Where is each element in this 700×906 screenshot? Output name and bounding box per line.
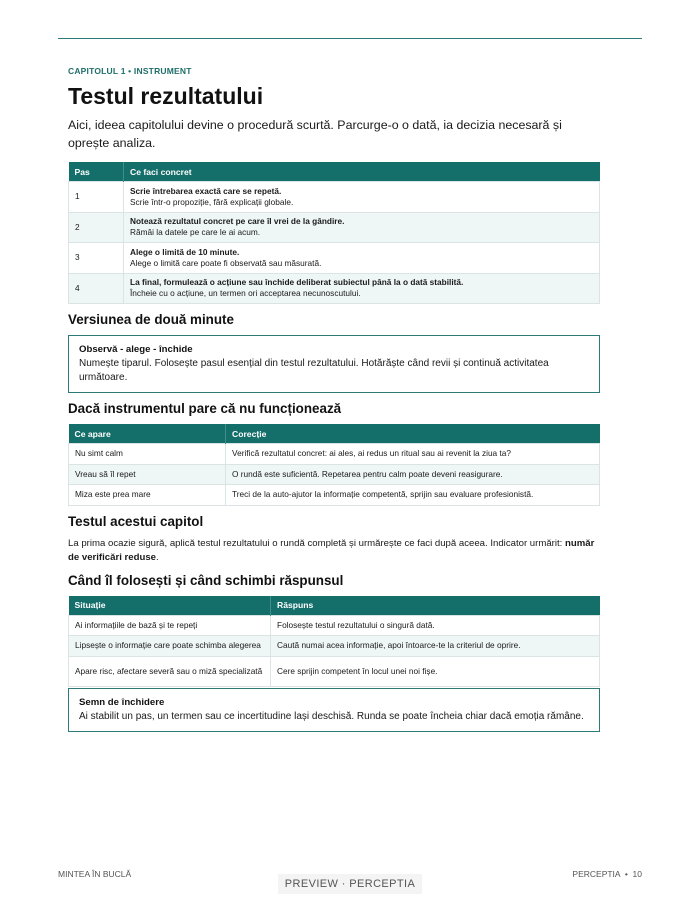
section-heading-when: Când îl folosești și când schimbi răspunsul <box>68 572 344 588</box>
response-cell: Caută numai acea informație, apoi întoarce-te la criteriul de oprire. <box>271 636 600 657</box>
symptom-cell: Nu simt calm <box>69 444 226 465</box>
step-number: 4 <box>69 273 124 304</box>
chapter-test-paragraph <box>68 537 600 565</box>
when-header-situation: Situație <box>69 596 271 616</box>
when-table-header <box>69 596 600 616</box>
callout-title: Observă - alege - închide <box>79 344 193 355</box>
page-title: Testul rezultatului <box>68 83 264 109</box>
section-heading-troubleshoot: Dacă instrumentul pare că nu funcționează <box>68 401 342 416</box>
section-heading-chapter-test: Testul acestui capitol <box>68 513 204 529</box>
step-description <box>124 182 600 213</box>
footer-book-title: MINTEA ÎN BUCLĂ <box>58 869 132 879</box>
steps-table <box>68 162 600 304</box>
step-number: 3 <box>69 243 124 274</box>
fix-cell: O rundă este suficientă. Repetarea pentru calm poate deveni reasigurare. <box>226 464 600 485</box>
footer-page-number: PERCEPTIA • 10 <box>572 869 642 879</box>
step-title: Alege o limită de 10 minute. <box>130 246 240 257</box>
intro-paragraph: Aici, ideea capitolului devine o procedură scurtă. Parcurge-o o dată, ia decizia necesară și oprește analiza. <box>68 118 562 150</box>
chapter-test-text: La prima ocazie sigură, aplică testul rezultatului o rundă completă și urmărește ce faci după aceea. Indicator urmărit: <box>68 537 565 549</box>
table-row <box>69 243 600 274</box>
step-title: Notează rezultatul concret pe care îl vrei de la gândire. <box>130 216 345 227</box>
chapter-test-end: . <box>156 551 159 563</box>
chapter-test-indicator: număr de verificări reduse <box>68 537 595 563</box>
table-row <box>69 182 600 213</box>
step-description <box>124 273 600 304</box>
step-title: Scrie întrebarea exactă care se repetă. <box>130 185 282 196</box>
table-row <box>69 615 600 636</box>
steps-header-action: Ce faci concret <box>124 162 600 182</box>
step-detail: Alege o limită care poate fi observată sau măsurată. <box>130 257 322 268</box>
step-number: 1 <box>69 182 124 213</box>
step-title: La final, formulează o acțiune sau închide deliberat subiectul până la o dată stabilită. <box>130 277 464 288</box>
table-row <box>69 636 600 657</box>
closing-callout <box>68 688 600 732</box>
fix-cell: Verifică rezultatul concret: ai ales, ai redus un ritual sau ai revenit la ziua ta? <box>226 444 600 465</box>
symptom-cell: Miza este prea mare <box>69 485 226 506</box>
chapter-kicker: CAPITOLUL 1 • INSTRUMENT <box>68 66 192 76</box>
top-rule <box>58 38 642 39</box>
table-row <box>69 485 600 506</box>
when-header-response: Răspuns <box>271 596 600 616</box>
section-heading-two-minute: Versiunea de două minute <box>68 312 234 327</box>
step-detail: Încheie cu o acțiune, un termen ori acceptarea necunoscutului. <box>130 288 361 299</box>
page-content <box>68 66 600 732</box>
closing-body: Ai stabilit un pas, un termen sau ce incertitudine lași deschisă. Runda se poate încheia chiar dacă emoția rămâne. <box>79 710 584 722</box>
step-description <box>124 212 600 243</box>
symptom-cell: Vreau să îl repet <box>69 464 226 485</box>
table-row <box>69 212 600 243</box>
table-row <box>69 656 600 686</box>
table-row <box>69 464 600 485</box>
step-detail: Scrie într-o propoziție, fără explicații globale. <box>130 196 294 207</box>
table-row <box>69 444 600 465</box>
steps-table-header <box>69 162 600 182</box>
troubleshoot-header-symptom: Ce apare <box>69 424 226 444</box>
situation-cell: Lipsește o informație care poate schimba alegerea <box>69 636 271 657</box>
troubleshoot-table <box>68 424 600 506</box>
steps-header-step: Pas <box>69 162 124 182</box>
callout-body: Numește tiparul. Folosește pasul esențial din testul rezultatului. Hotărăște când revii și continuă activitatea următoare. <box>79 358 549 383</box>
when-table <box>68 596 600 687</box>
troubleshoot-table-header <box>69 424 600 444</box>
step-description <box>124 243 600 274</box>
step-detail: Rămâi la datele pe care le ai acum. <box>130 227 261 238</box>
fix-cell: Treci de la auto-ajutor la informație competentă, sprijin sau evaluare profesionistă. <box>226 485 600 506</box>
step-number: 2 <box>69 212 124 243</box>
response-cell: Folosește testul rezultatului o singură dată. <box>271 615 600 636</box>
table-row <box>69 273 600 304</box>
situation-cell: Ai informațiile de bază și te repeți <box>69 615 271 636</box>
troubleshoot-header-fix: Corecție <box>226 424 600 444</box>
two-minute-callout <box>68 335 600 393</box>
response-cell: Cere sprijin competent în locul unei noi fișe. <box>271 656 600 686</box>
situation-cell: Apare risc, afectare severă sau o miză specializată <box>69 656 271 686</box>
closing-title: Semn de închidere <box>79 696 165 708</box>
preview-watermark: PREVIEW · PERCEPTIA <box>278 874 422 894</box>
